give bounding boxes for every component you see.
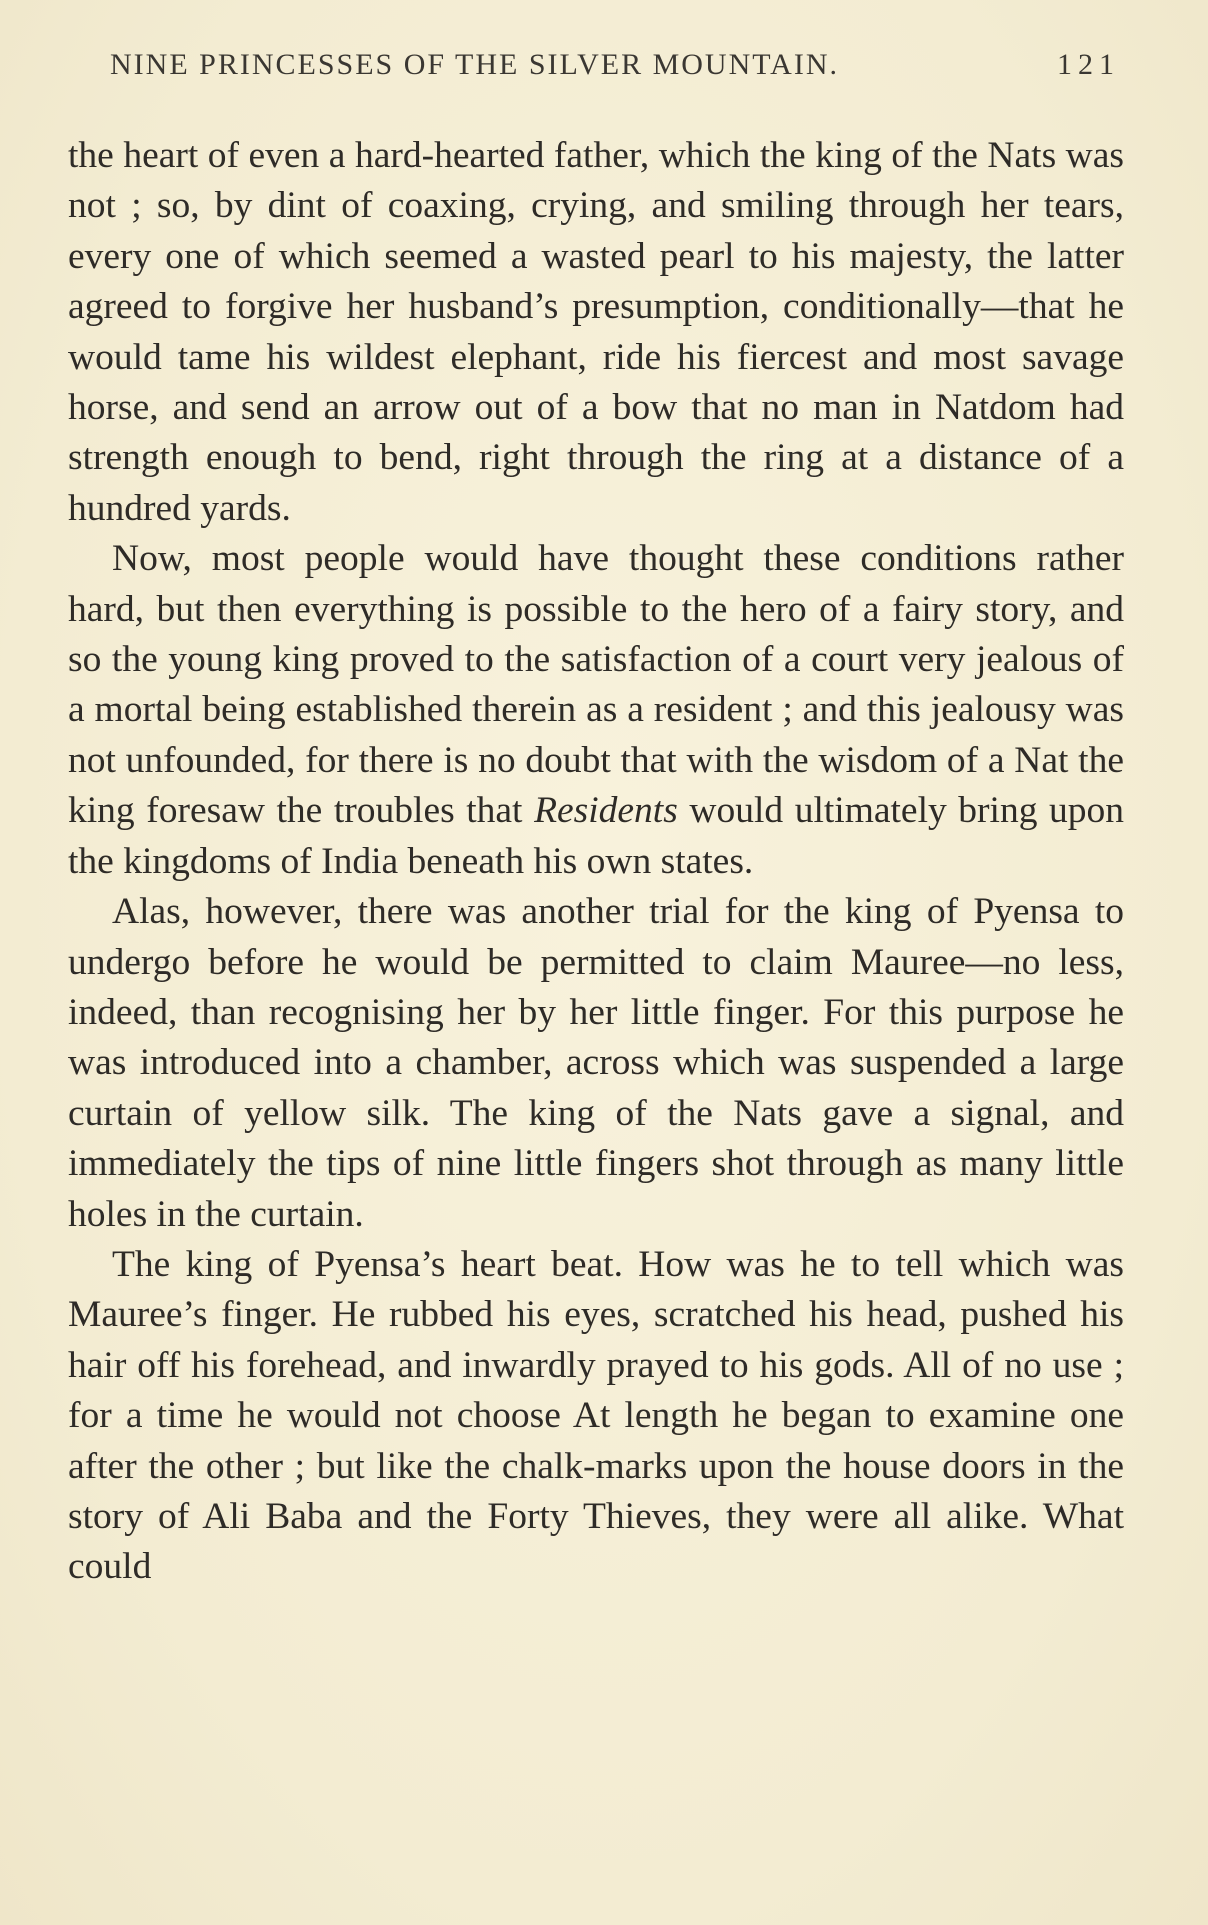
body-text bbox=[68, 131, 1124, 1593]
paragraph-2-text-after: would ultimately bring upon the kingdoms of India beneath his own states. bbox=[68, 790, 1125, 882]
paragraph-2-italic: Residents bbox=[534, 790, 678, 832]
paragraph-4 bbox=[68, 1240, 1124, 1593]
paragraph-1 bbox=[68, 131, 1124, 534]
paragraph-2-text: Now, most people would have thought these conditions rather hard, but then everything is possible to the hero of a fairy story, and so the young king proved to the satisfaction of a court very jealous of a mortal being established therein as a resident ; and this jealousy was not unfounded, for there is no doubt that with the wisdom of a Nat the king foresaw the troubles that bbox=[68, 538, 1124, 832]
paragraph-4-text: The king of Pyensa’s heart beat. How was he to tell which was Mauree’s finger. He rubbed his eyes, scratched his head, pushed his hair off his forehead, and inwardly prayed to his gods. All of no use ; for a time he would not choose At length he began to examine one after the other ; but like the chalk-marks upon the house doors in the story of Ali Baba and the Forty Thieves, they were all alike. What could bbox=[68, 1243, 1124, 1588]
paragraph-2 bbox=[68, 534, 1124, 887]
running-title: NINE PRINCESSES OF THE SILVER MOUNTAIN. bbox=[110, 48, 839, 81]
page-number: 121 bbox=[1057, 48, 1120, 81]
paragraph-3-text: Alas, however, there was another trial for the king of Pyensa to undergo before he would be permitted to claim Mauree—no less, indeed, than recognising her by her little finger. For this purpose he was introduced into a chamber, across which was suspended a large curtain of yellow silk. The king of the Nats gave a signal, and immediately the tips of nine little fingers shot through as many little holes in the curtain. bbox=[68, 891, 1124, 1235]
paragraph-1-text: the heart of even a hard-hearted father, which the king of the Nats was not ; so, by dint of coaxing, crying, and smiling through her tears, every one of which seemed a wasted pearl to his majesty, the latter agreed to forgive her husband’s presumption, conditionally—that he would tame his wildest elephant, ride his fiercest and most savage horse, and send an arrow out of a bow that no man in Natdom had strength enough to bend, right through the ring at a distance of a hundred yards. bbox=[68, 135, 1124, 529]
paragraph-3 bbox=[68, 887, 1124, 1240]
